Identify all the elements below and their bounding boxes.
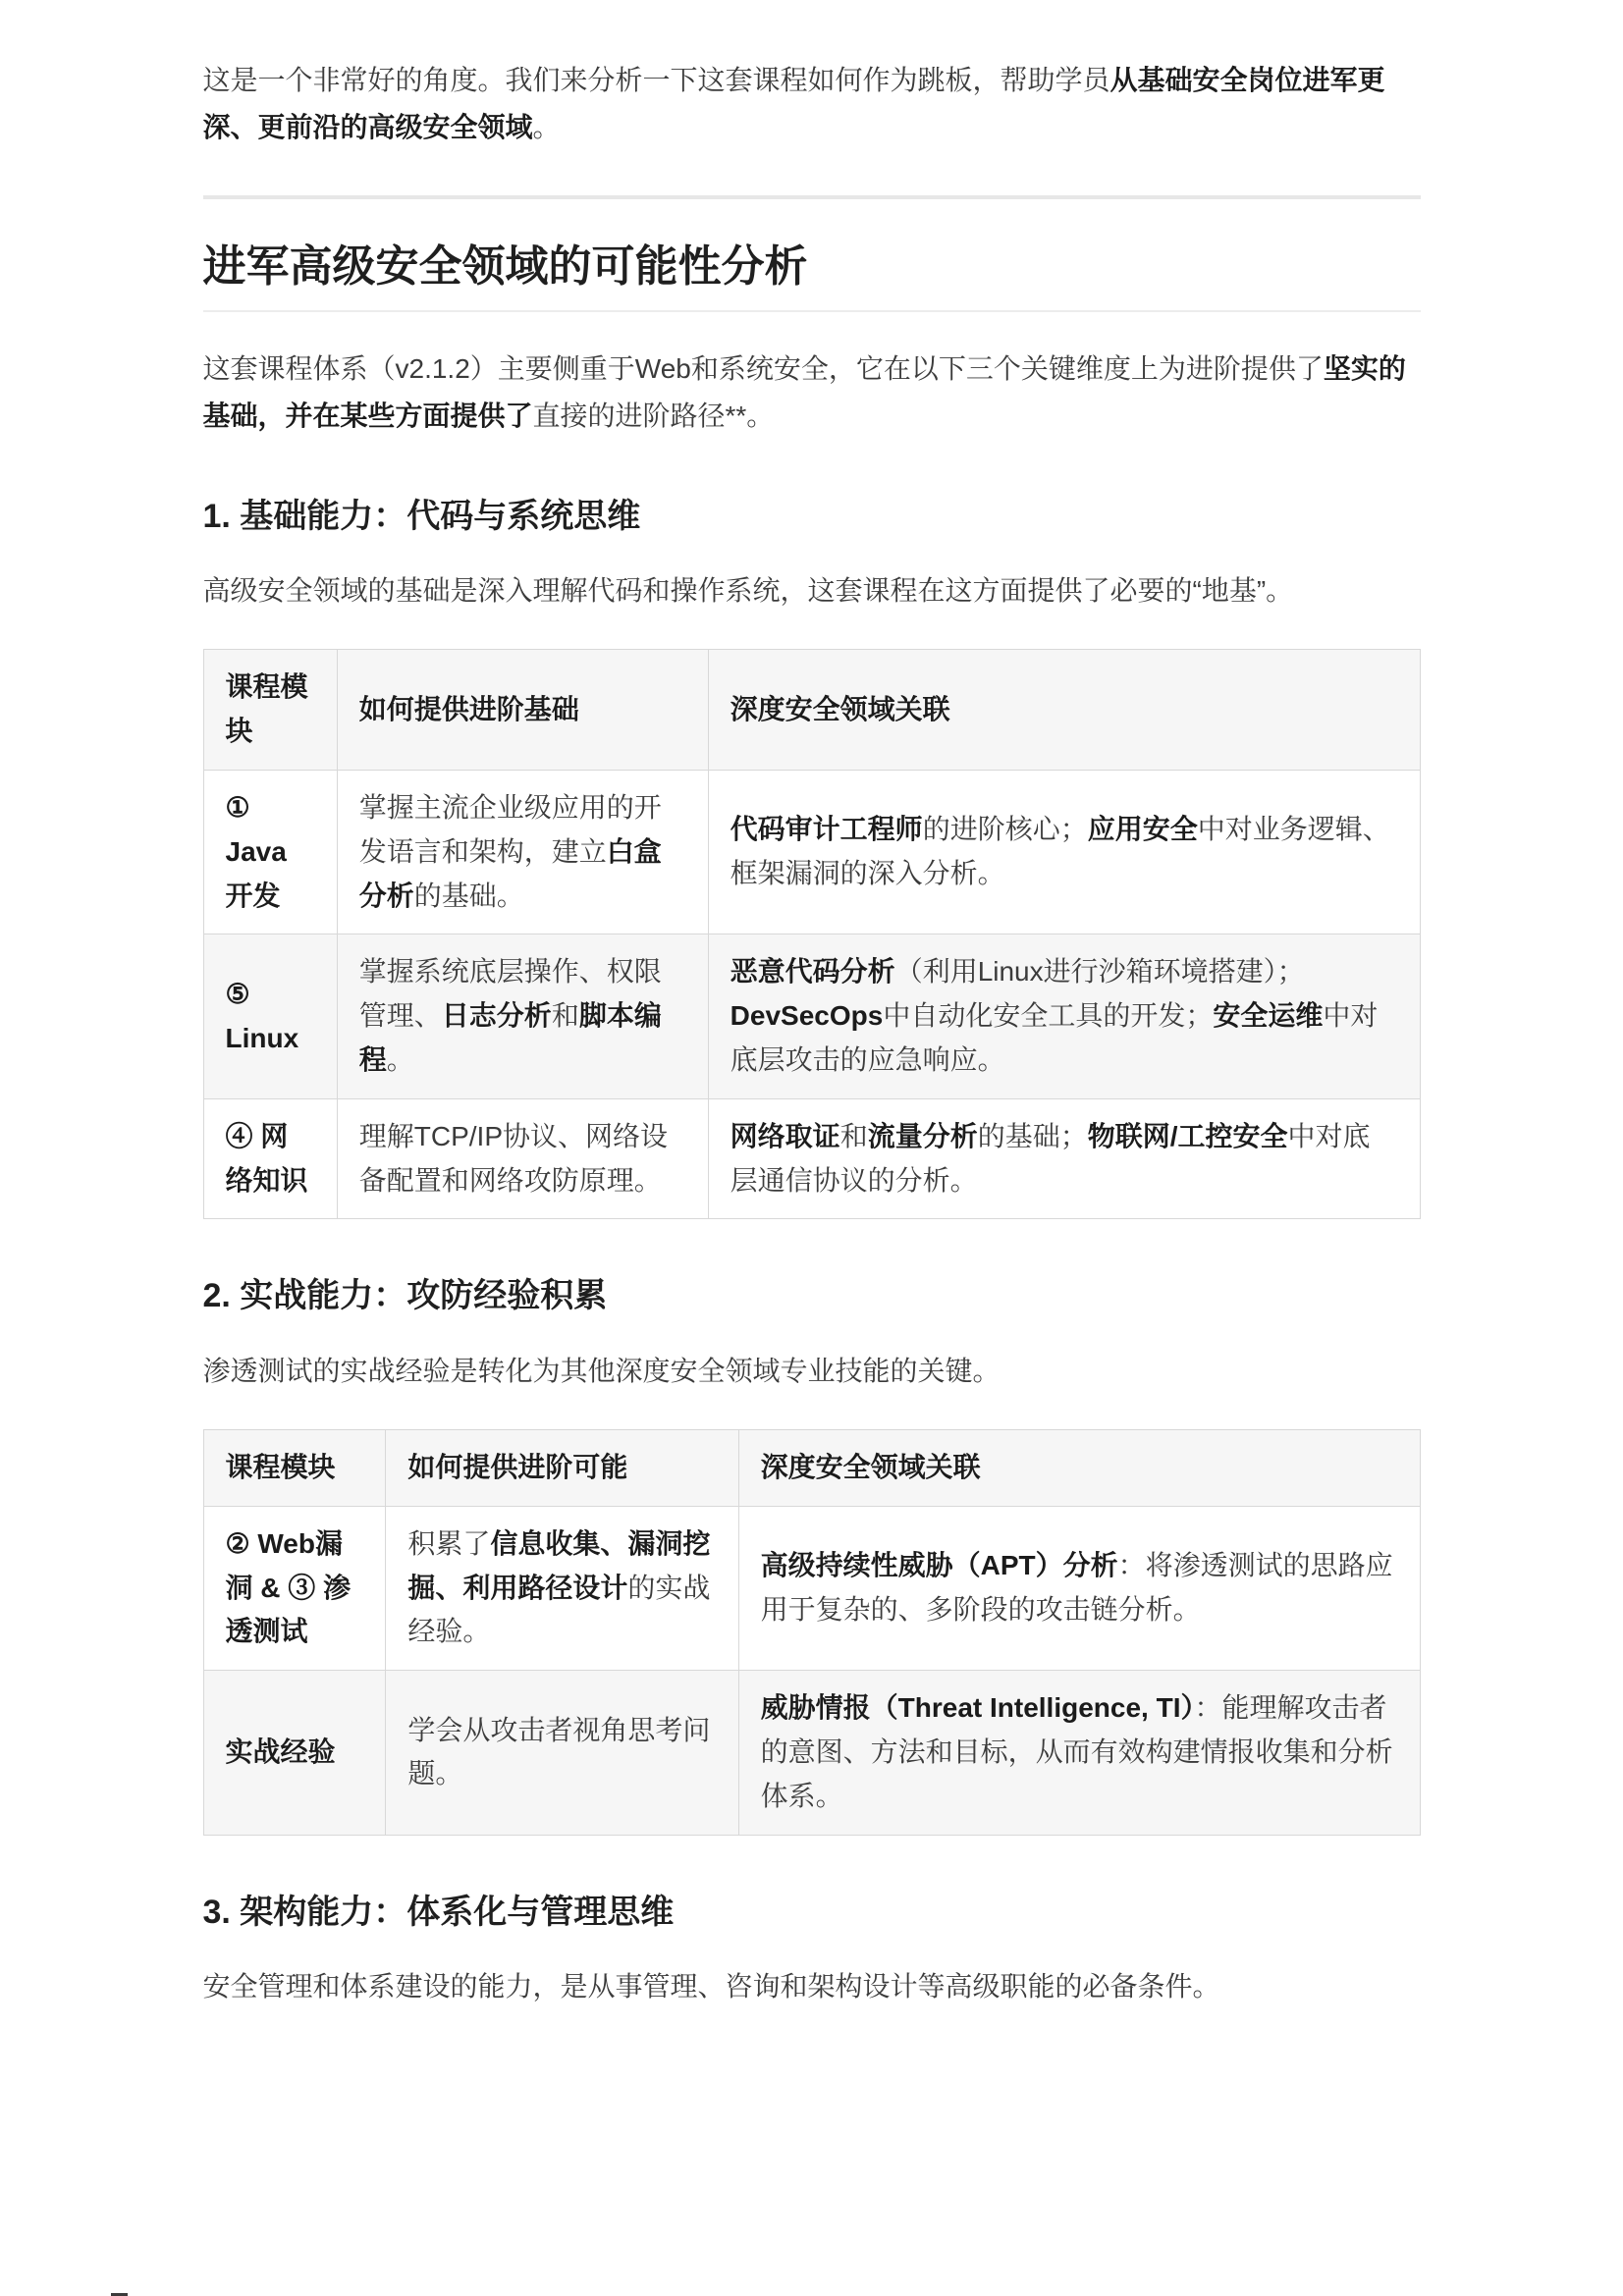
column-header-relation: 深度安全领域关联	[708, 650, 1420, 771]
column-header-module: 课程模块	[203, 650, 337, 771]
cell-module: ② Web漏洞 & ③ 渗透测试	[203, 1506, 386, 1670]
cell-relation: 网络取证和流量分析的基础；物联网/工控安全中对底层通信协议的分析。	[708, 1098, 1420, 1219]
practice-table	[203, 1429, 1421, 1836]
column-header-how: 如何提供进阶基础	[337, 650, 708, 771]
table-row	[203, 770, 1420, 934]
table-row	[203, 1098, 1420, 1219]
cell-module: ⑤ Linux	[203, 934, 337, 1098]
section-architecture-heading: 3. 架构能力：体系化与管理思维	[202, 1893, 675, 1931]
cell-how: 理解TCP/IP协议、网络设备配置和网络攻防原理。	[337, 1098, 708, 1219]
section-foundation-paragraph: 高级安全领域的基础是深入理解代码和操作系统，这套课程在这方面提供了必要的“地基”。	[202, 574, 1294, 606]
foundation-table	[203, 649, 1421, 1219]
cell-how: 掌握主流企业级应用的开发语言和架构，建立白盒分析的基础。	[337, 770, 708, 934]
table-row	[203, 1506, 1420, 1670]
section-foundation	[203, 495, 1421, 1220]
section-practice-paragraph: 渗透测试的实战经验是转化为其他深度安全领域专业技能的关键。	[202, 1355, 1001, 1386]
cell-how: 掌握系统底层操作、权限管理、日志分析和脚本编程。	[337, 934, 708, 1098]
cell-module: ① Java 开发	[203, 770, 337, 934]
section-practice-heading: 2. 实战能力：攻防经验积累	[202, 1277, 608, 1315]
column-header-relation: 深度安全领域关联	[738, 1430, 1420, 1507]
section-architecture-paragraph: 安全管理和体系建设的能力，是从事管理、咨询和架构设计等高级职能的必备条件。	[202, 1970, 1220, 2002]
column-header-module: 课程模块	[203, 1430, 386, 1507]
section-architecture	[203, 1891, 1421, 2010]
cell-module: 实战经验	[203, 1671, 386, 1835]
table-row	[203, 1671, 1420, 1835]
page-title: 进军高级安全领域的可能性分析	[203, 239, 1421, 312]
cell-relation: 威胁情报（Threat Intelligence, TI）：能理解攻击者的意图、方法和目标，从而有效构建情报收集和分析体系。	[738, 1671, 1420, 1835]
cell-relation: 高级持续性威胁（APT）分析：将渗透测试的思路应用于复杂的、多阶段的攻击链分析。	[738, 1506, 1420, 1670]
section-divider	[203, 195, 1421, 199]
lead-paragraph: 这套课程体系（v2.1.2）主要侧重于Web和系统安全，它在以下三个关键维度上为进阶提供了坚实的基础，并在某些方面提供了直接的进阶路径**。	[202, 353, 1406, 431]
table-row	[203, 934, 1420, 1098]
table-header-row	[203, 650, 1420, 771]
cell-how: 学会从攻击者视角思考问题。	[386, 1671, 738, 1835]
document-content	[203, 0, 1421, 2009]
section-foundation-heading: 1. 基础能力：代码与系统思维	[202, 497, 641, 535]
section-practice	[203, 1274, 1421, 1835]
table-header-row	[203, 1430, 1420, 1507]
cell-relation: 恶意代码分析（利用Linux进行沙箱环境搭建）；DevSecOps中自动化安全工具的开发；安全运维中对底层攻击的应急响应。	[708, 934, 1420, 1098]
cell-how: 积累了信息收集、漏洞挖掘、利用路径设计的实战经验。	[386, 1506, 738, 1670]
cell-relation: 代码审计工程师的进阶核心；应用安全中对业务逻辑、框架漏洞的深入分析。	[708, 770, 1420, 934]
intro-paragraph: 这是一个非常好的角度。我们来分析一下这套课程如何作为跳板，帮助学员从基础安全岗位进军更深、更前沿的高级安全领域。	[202, 65, 1385, 142]
cell-module: ④ 网络知识	[203, 1098, 337, 1219]
column-header-how: 如何提供进阶可能	[386, 1430, 738, 1507]
